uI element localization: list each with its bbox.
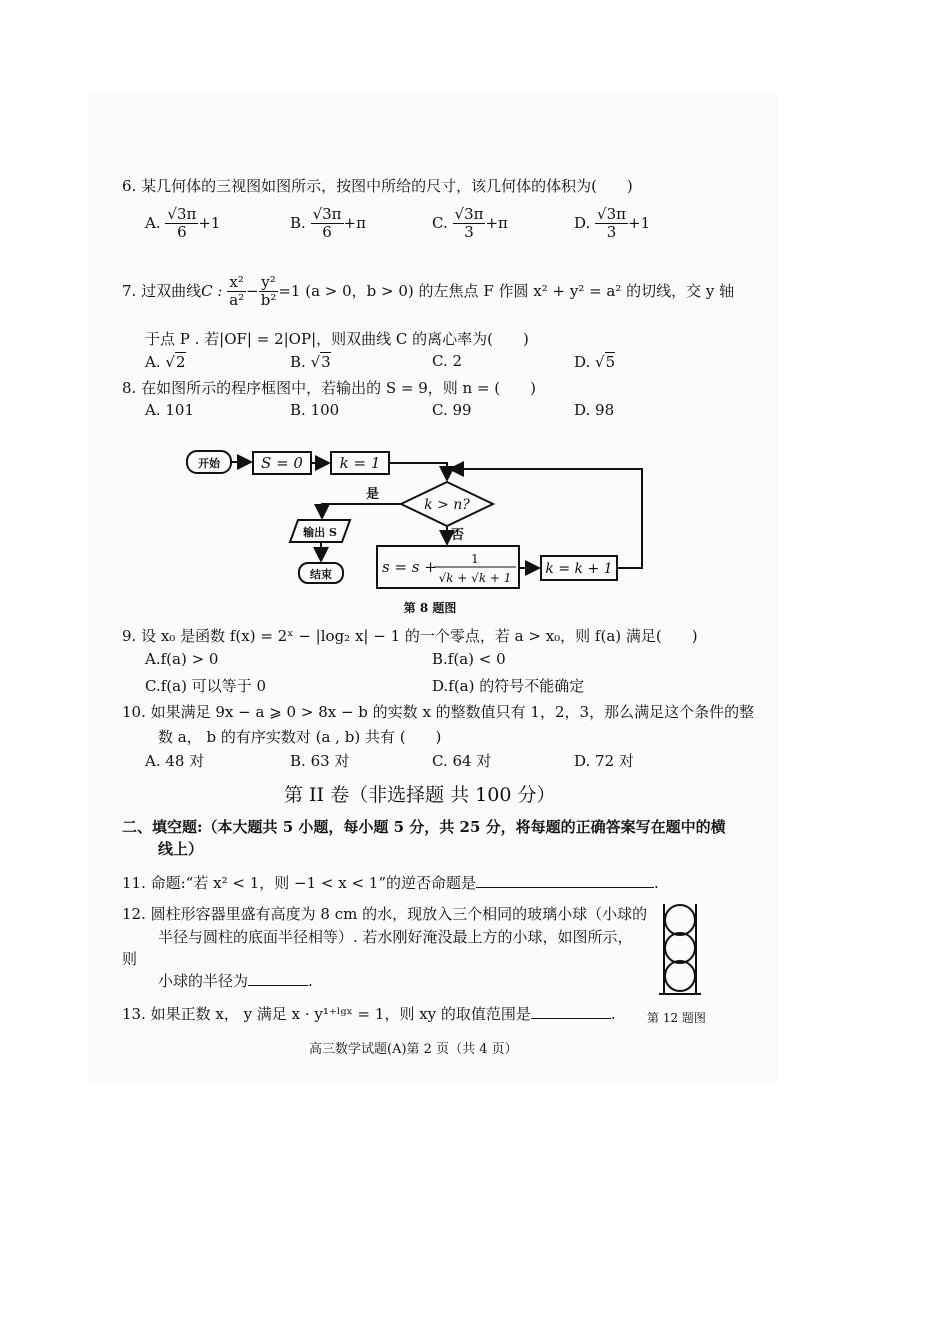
numerator: 3π [176,205,197,223]
option-value: f(a) > 0 [160,650,219,668]
option-label: D. [574,213,591,232]
section-title: 第 II 卷（非选择题 共 100 分） [284,784,556,806]
option-label: B. [290,353,306,371]
option-label: C. [432,401,448,419]
q9-option-a [145,650,218,668]
q7-stem-line1: 7. 过双曲线C : $\frac{\text{x²}}{\text{a²}}$ − $\frac{\text{y²}}{\text{b²}}$ =1 (a > 0，b > 0) 的左焦点 F 作圆 x² + y² = a² 的切线，交 y 轴 [122,273,735,310]
section-heading-line2: 线上） [158,840,204,858]
q13-text: 13. 如果正数 x， y 满足 x · y¹⁺ˡᵍˣ = 1，则 xy 的取值范围是 [122,1005,531,1023]
page-footer: 高三数学试题(A)第 2 页（共 4 页） [309,1042,518,1057]
flowchart-svg [0,0,950,620]
option-value: 101 [165,401,195,419]
denominator: b² [260,291,277,310]
start-label: 开始 [198,457,220,470]
q12-line4-text: 小球的半径为 [158,972,249,990]
end-label: 结束 [310,568,332,581]
q7-prefix: 7. 过双曲线 [122,281,202,300]
option-value: f(a) 的符号不能确定 [448,677,585,695]
q9-option-b [432,650,506,668]
q10-option-a [145,750,204,771]
option-value: 2 [175,353,186,371]
option-value: 72 对 [595,752,634,770]
q12-line2: 半径与圆柱的底面半径相等）. 若水刚好淹没最上方的小球，如图所示， [158,928,633,946]
section-heading-line1: 二、填空题:（本大题共 5 小题，每小题 5 分，共 25 分，将每题的正确答案写在题中的横 [122,818,726,836]
option-label: B. [290,401,306,419]
flowchart-caption: 第 8 题图 [403,601,457,615]
option-label: B. [290,213,306,232]
q6-stem: 6. 某几何体的三视图如图所示，按图中所给的尺寸，该几何体的体积为( ) [122,177,633,195]
q10-option-c [432,750,491,771]
q12-figure-caption: 第 12 题图 [647,1011,706,1025]
q10-stem-line2: 数 a， b 的有序实数对 (a , b) 共有 ( ) [158,728,442,746]
option-value: 64 对 [452,752,492,770]
option-value: f(a) < 0 [447,650,506,668]
option-tail: +1 [628,213,651,232]
option-label: D. [574,752,591,770]
answer-blank[interactable] [248,985,308,986]
option-label: C. [432,752,448,770]
denominator: 3 [464,223,474,242]
q12-line1: 12. 圆柱形容器里盛有高度为 8 cm 的水，现放入三个相同的玻璃小球（小球的 [122,905,648,923]
option-tail: +π [343,213,366,232]
option-label: B. [432,650,448,668]
option-tail: +π [485,213,508,232]
increment-label: k = k + 1 [545,561,613,577]
yes-label: 是 [366,487,380,502]
option-label: D. [574,401,591,419]
option-value: f(a) 可以等于 0 [160,677,266,695]
q7-stem-line2: 于点 P . 若|OF| = 2|OP|，则双曲线 C 的离心率为( ) [145,330,529,348]
q11 [122,872,659,893]
q10-option-d [574,750,634,771]
denominator: a² [229,291,245,310]
q8-stem: 8. 在如图所示的程序框图中，若输出的 S = 9，则 n = ( ) [122,379,537,397]
q12-end: . [308,972,313,990]
option-label: A. [145,353,161,371]
option-label: D. [432,677,449,695]
option-label: A. [145,650,161,668]
cylinder-figure [655,900,705,1004]
no-label: 否 [451,528,465,543]
q9-option-d [432,675,584,696]
numerator: 3π [606,205,627,223]
q11-end: . [654,874,659,892]
numerator: y² [259,274,279,292]
option-label: C. [432,352,448,370]
option-label: A. [145,213,161,232]
option-tail: +1 [198,213,221,232]
option-label: A. [145,752,161,770]
denominator: 3 [606,223,617,242]
option-value: 3 [321,353,331,371]
option-value: 100 [310,401,340,419]
option-label: C. [145,677,161,695]
option-label: D. [574,353,591,371]
q7-after: =1 (a > 0，b > 0) 的左焦点 F 作圆 x² + y² = a² 的切线，交 y 轴 [278,281,735,300]
q9-option-c [145,675,266,696]
arrow-k-to-cond [389,463,447,480]
denominator: 6 [177,223,187,242]
answer-blank[interactable] [476,887,654,888]
option-label: B. [290,752,306,770]
output-label: 输出 S [303,526,337,539]
option-value: 5 [605,353,616,371]
q13-end: . [610,1005,616,1023]
numerator: x² [227,274,246,292]
option-label: C. [432,213,448,232]
init-k-label: k = 1 [339,454,381,472]
update-denominator: √k + √k + 1 [438,571,512,585]
q12-line4 [158,970,313,991]
update-left-label: s = s + [382,558,437,576]
q12-line3: 则 [122,950,138,968]
init-s-label: S = 0 [261,454,303,472]
q10-option-b [290,750,349,771]
q11-text: 11. 命题:“若 x² < 1，则 −1 < x < 1”的逆否命题是 [122,874,476,892]
numerator: 3π [464,205,484,223]
q7-curve: C : [201,281,223,300]
option-value: 63 对 [310,752,350,770]
option-value: 98 [595,401,615,419]
arrow-yes [322,504,401,518]
numerator: 3π [322,205,342,223]
update-numerator: 1 [471,552,479,566]
denominator: 6 [322,223,332,242]
option-label: A. [145,401,161,419]
q13 [122,1003,616,1024]
q9-stem: 9. 设 x₀ 是函数 f(x) = 2ˣ − |log₂ x| − 1 的一个零点，若 a > x₀，则 f(a) 满足( ) [122,627,698,645]
option-value: 48 对 [165,752,205,770]
option-value: 99 [452,401,472,419]
option-value: 2 [452,352,463,370]
q10-stem-line1: 10. 如果满足 9x − a ⩾ 0 > 8x − b 的实数 x 的整数值只有 1，2，3，那么满足这个条件的整 [122,703,755,721]
answer-blank[interactable] [531,1018,611,1019]
flowchart [0,0,950,624]
condition-label: k > n? [424,497,470,513]
